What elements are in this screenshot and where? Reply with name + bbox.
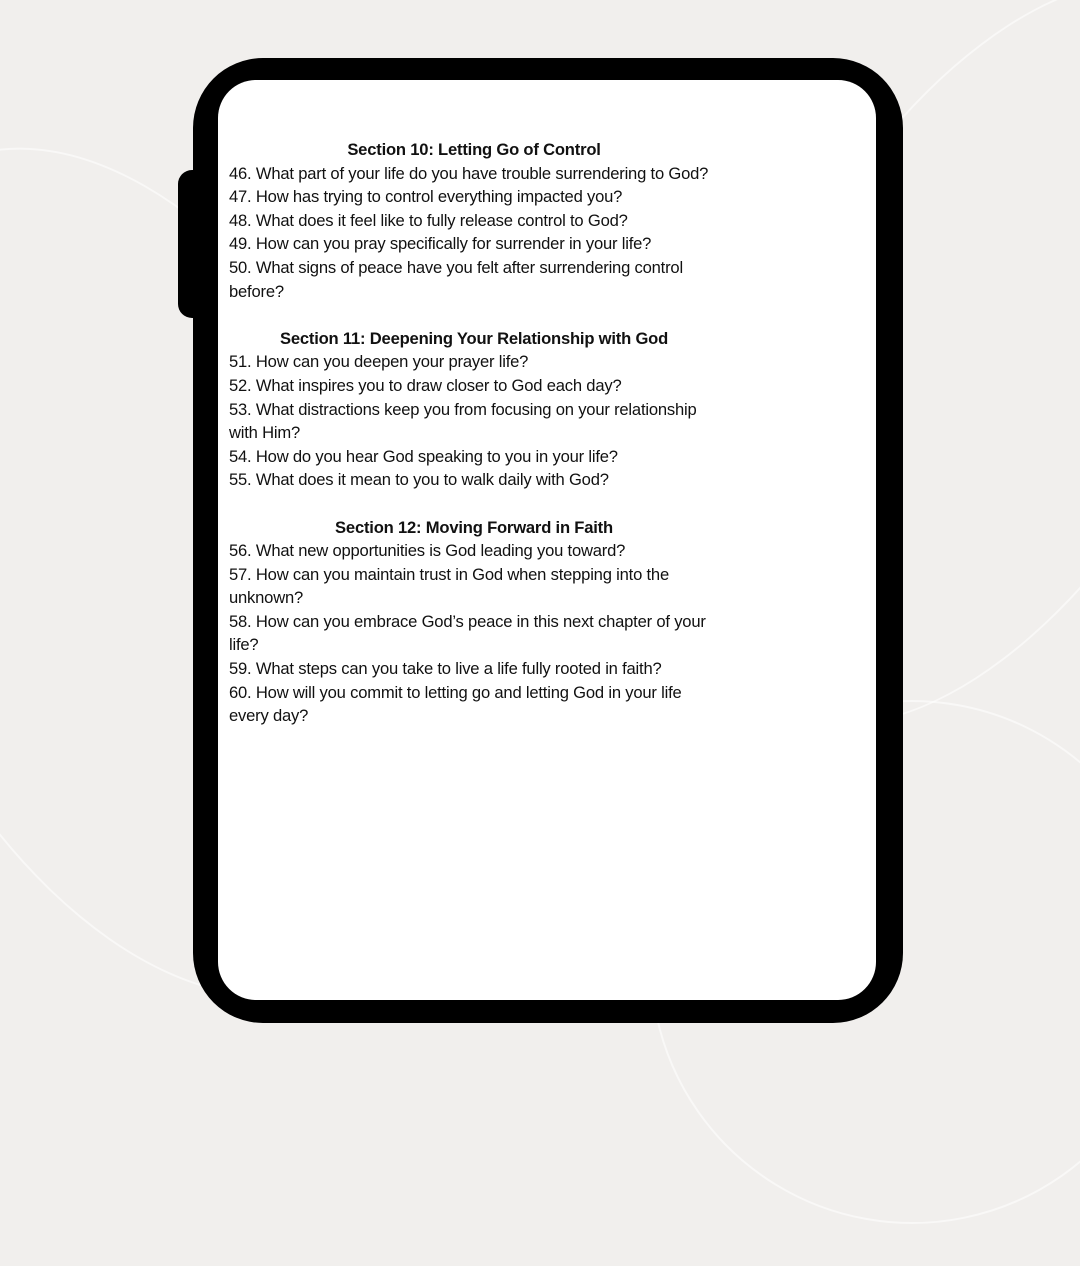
tablet-screen	[218, 80, 876, 1000]
question-item: 58. How can you embrace God’s peace in this next chapter of your life?	[229, 611, 706, 655]
question-item: 60. How will you commit to letting go and letting God in your life every day?	[229, 682, 682, 726]
question-item: 59. What steps can you take to live a life fully rooted in faith?	[229, 659, 662, 679]
question-item: 46. What part of your life do you have trouble surrendering to God?	[229, 163, 709, 183]
question-item: 54. How do you hear God speaking to you in your life?	[229, 446, 618, 466]
question-item: 48. What does it feel like to fully release control to God?	[229, 210, 628, 230]
question-item: 47. How has trying to control everything impacted you?	[229, 187, 623, 207]
question-item: 56. What new opportunities is God leading you toward?	[229, 541, 626, 561]
section-title: Section 11: Deepening Your Relationship with God	[279, 328, 669, 348]
section-title: Section 12: Moving Forward in Faith	[335, 517, 613, 537]
section-title: Section 10: Letting Go of Control	[347, 140, 601, 159]
section-11	[229, 327, 719, 492]
section-12	[229, 516, 719, 728]
question-item: 57. How can you maintain trust in God when stepping into the unknown?	[229, 564, 669, 608]
question-item: 49. How can you pray specifically for surrender in your life?	[229, 234, 652, 254]
question-item: 52. What inspires you to draw closer to God each day?	[229, 375, 622, 395]
question-item: 50. What signs of peace have you felt after surrendering control before?	[229, 257, 683, 301]
question-list	[229, 138, 719, 751]
question-item: 55. What does it mean to you to walk daily with God?	[229, 470, 609, 490]
section-10	[229, 138, 719, 303]
question-item: 53. What distractions keep you from focusing on your relationship with Him?	[229, 399, 697, 443]
question-item: 51. How can you deepen your prayer life?	[229, 352, 529, 372]
